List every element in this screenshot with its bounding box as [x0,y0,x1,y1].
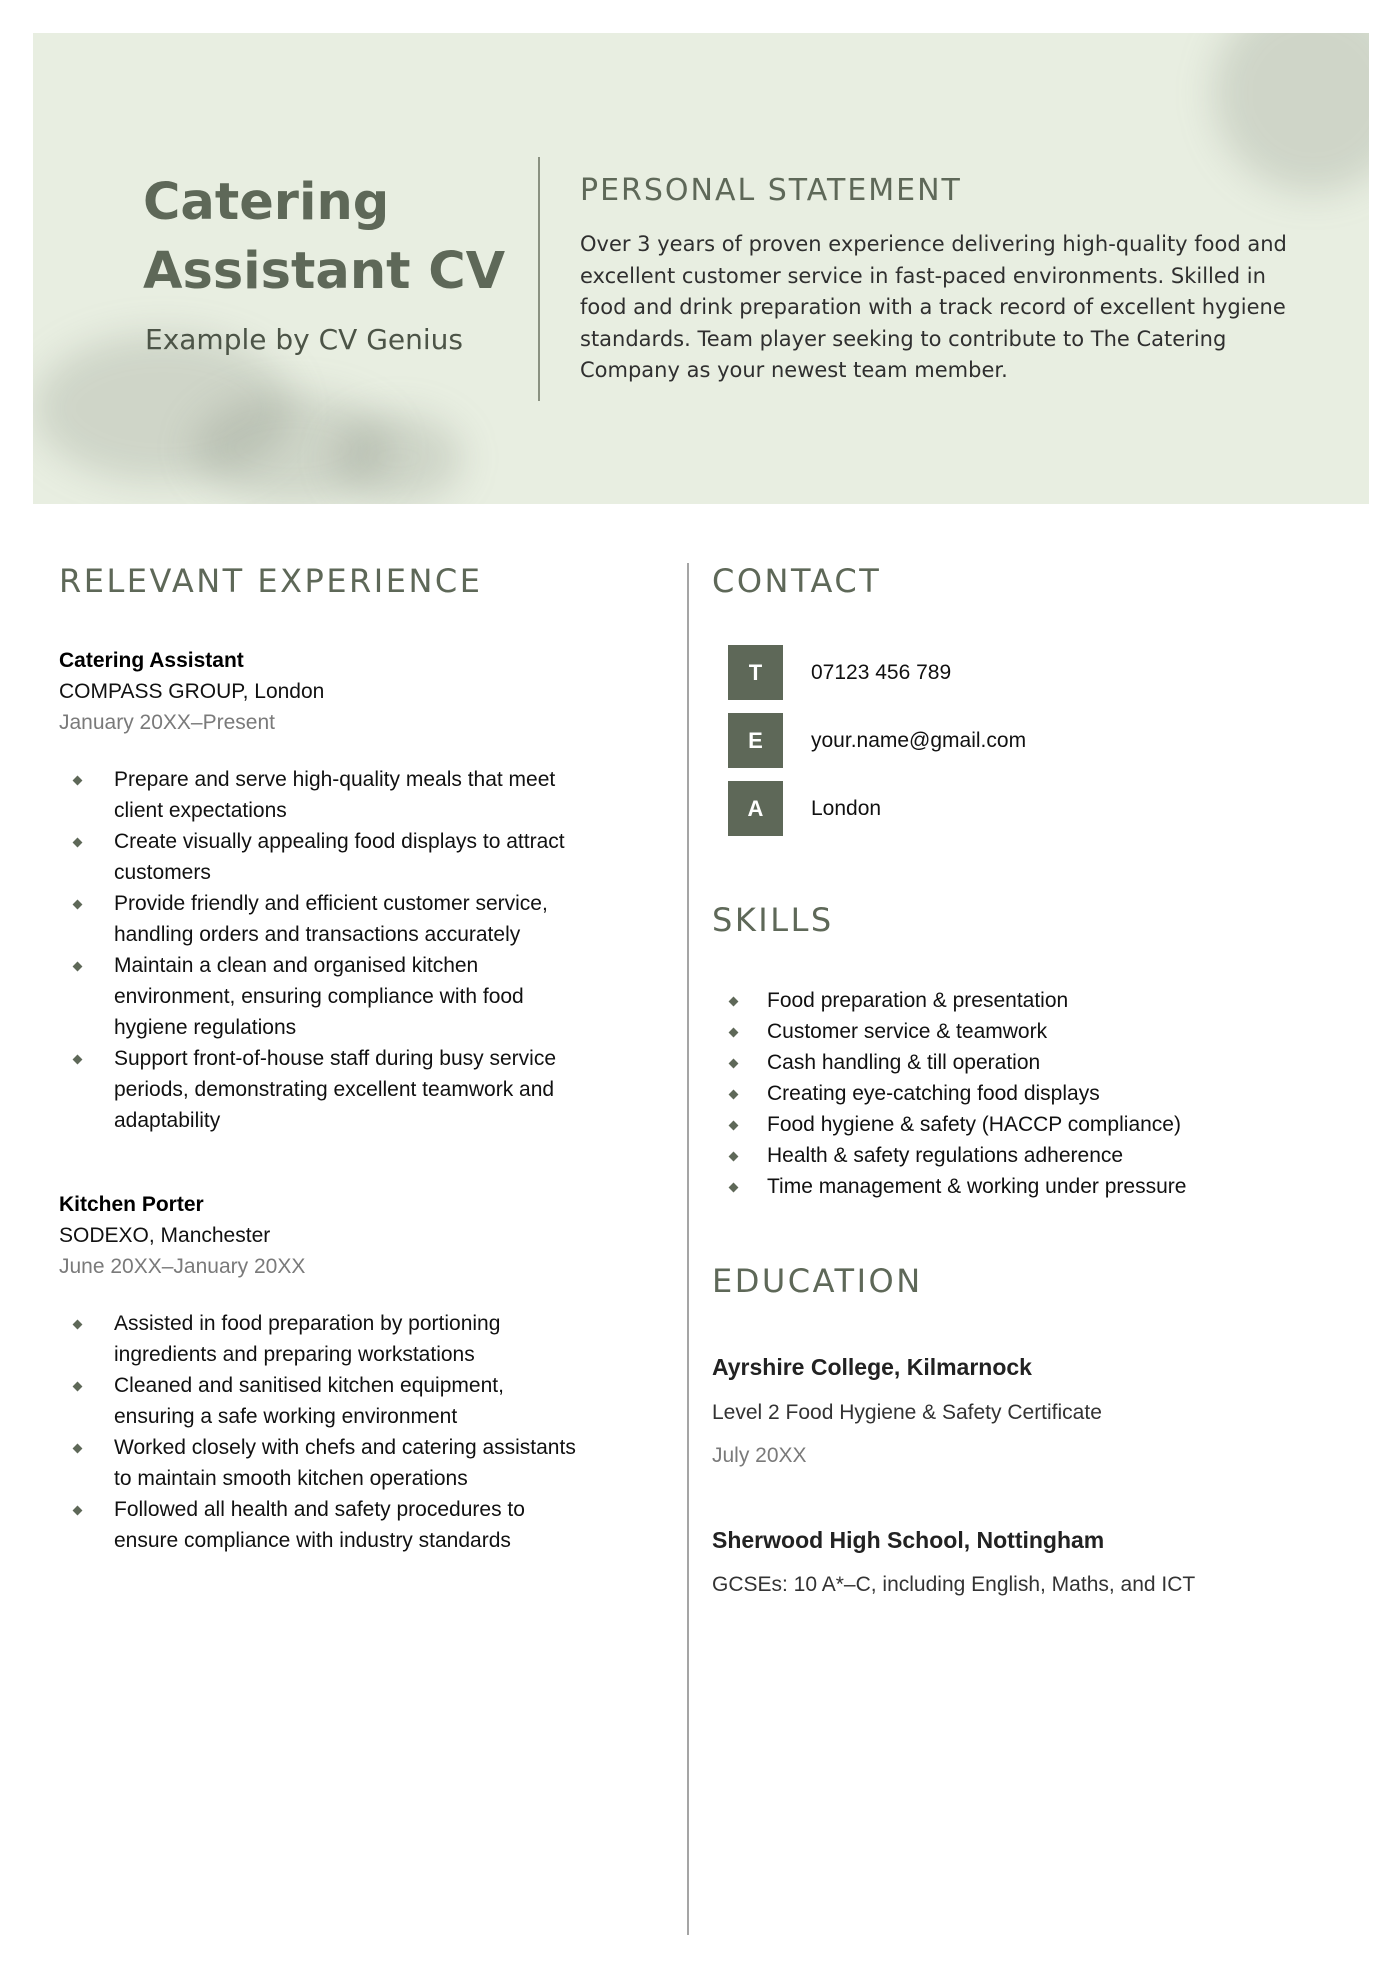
bullet-diamond-icon [729,1090,739,1100]
leaf-shadow [333,413,463,503]
skills-list [712,985,1312,1202]
list-item: Food preparation & presentation [712,985,1312,1016]
bullet-diamond-icon [73,1382,83,1392]
list-item: Followed all health and safety procedures to ensure compliance with industry standards [59,1494,589,1556]
job-company: SODEXO, Manchester [59,1224,271,1247]
list-item: Creating eye-catching food displays [712,1078,1312,1109]
list-item: Provide friendly and efficient customer service, handling orders and transactions accurately [59,888,589,950]
list-item: Customer service & teamwork [712,1016,1312,1047]
title-line-2: Assistant CV [143,242,506,301]
list-item: Time management & working under pressure [712,1171,1312,1202]
bullet-diamond-icon [73,1055,83,1065]
list-item: Cleaned and sanitised kitchen equipment, ensuring a safe working environment [59,1370,589,1432]
contact-heading: CONTACT [712,562,882,600]
list-item: Worked closely with chefs and catering assistants to maintain smooth kitchen operations [59,1432,589,1494]
contact-email [728,713,1228,768]
bullet-diamond-icon [73,900,83,910]
bullet-diamond-icon [73,1444,83,1454]
bullet-diamond-icon [729,1152,739,1162]
list-item: Prepare and serve high-quality meals that meet client expectations [59,764,589,826]
bullet-diamond-icon [729,1059,739,1069]
list-item: Create visually appealing food displays to attract customers [59,826,589,888]
education-qualification: Level 2 Food Hygiene & Safety Certificate [712,1401,1102,1424]
education-school: Ayrshire College, Kilmarnock [712,1354,1032,1380]
personal-statement-heading: PERSONAL STATEMENT [580,173,962,208]
email-badge-icon: E [728,713,783,768]
job-entry [59,645,599,738]
bullet-diamond-icon [729,1121,739,1131]
job-dates: January 20XX–Present [59,711,275,734]
contact-phone [728,645,1228,700]
experience-heading: RELEVANT EXPERIENCE [59,562,483,600]
list-item: Maintain a clean and organised kitchen environment, ensuring compliance with food hygiene regulations [59,950,589,1043]
leaf-shadow [1213,33,1369,193]
bullet-diamond-icon [73,1320,83,1330]
list-item: Support front-of-house staff during busy service periods, demonstrating excellent teamwork and adaptability [59,1043,589,1136]
bullet-diamond-icon [73,838,83,848]
column-divider [687,563,689,1935]
bullet-diamond-icon [73,962,83,972]
contact-address [728,781,1228,836]
page-title [143,168,543,306]
bullet-diamond-icon [729,997,739,1007]
job-title: Kitchen Porter [59,1193,204,1216]
list-item: Assisted in food preparation by portioning ingredients and preparing workstations [59,1308,589,1370]
bullet-diamond-icon [73,776,83,786]
personal-statement-text: Over 3 years of proven experience delivering high-quality food and excellent customer service in fast-paced environments. Skilled in food and drink preparation with a track record of excellent hygiene standards. Team player seeking to contribute to The Catering Company as your newest team member. [580,232,1287,382]
skills-heading: SKILLS [712,901,834,939]
bullet-diamond-icon [73,1506,83,1516]
address-badge-icon: A [728,781,783,836]
education-school: Sherwood High School, Nottingham [712,1527,1105,1553]
job-dates: June 20XX–January 20XX [59,1255,306,1278]
header-divider [538,157,540,401]
phone-badge-icon: T [728,645,783,700]
header-banner [33,33,1369,504]
list-item: Food hygiene & safety (HACCP compliance) [712,1109,1312,1140]
list-item: Cash handling & till operation [712,1047,1312,1078]
education-date: July 20XX [712,1444,807,1467]
bullet-diamond-icon [729,1183,739,1193]
job-title: Catering Assistant [59,649,244,672]
education-qualification: GCSEs: 10 A*–C, including English, Maths, and ICT [712,1573,1196,1596]
job-company: COMPASS GROUP, London [59,680,325,703]
bullet-diamond-icon [729,1028,739,1038]
title-line-1: Catering [143,173,390,232]
contact-email-value[interactable]: your.name@gmail.com [811,729,1027,752]
job-bullets [59,764,589,1136]
education-heading: EDUCATION [712,1262,923,1300]
job-bullets [59,1308,589,1556]
job-entry [59,1189,599,1282]
contact-address-value: London [811,797,882,820]
list-item: Health & safety regulations adherence [712,1140,1312,1171]
contact-phone-value[interactable]: 07123 456 789 [811,661,952,684]
page-subtitle: Example by CV Genius [145,323,464,356]
